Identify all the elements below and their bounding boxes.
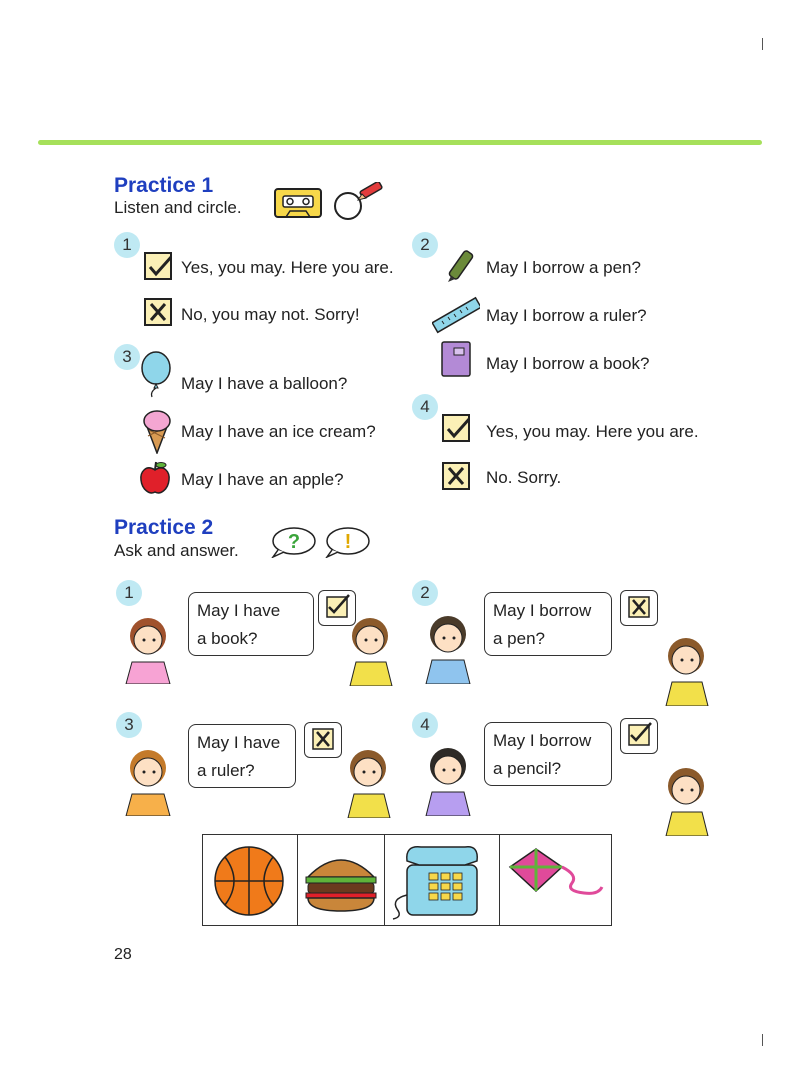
answer-cross-bubble [620,590,658,626]
boy-icon [418,610,484,684]
cross-box-icon [442,462,470,490]
speech-bubble [188,724,296,788]
boy-icon [644,632,714,706]
girl-icon [118,610,184,684]
picture-cell[interactable] [298,835,385,925]
check-box-icon [144,252,172,280]
kite-icon [500,835,612,925]
cassette-icon [274,188,322,218]
girl-icon [118,742,184,816]
bubble-line2: a pen? [493,629,545,648]
practice1-option[interactable]: May I borrow a ruler? [486,306,647,325]
bubble-line1: May I have [197,733,281,752]
bubble-line2: a pencil? [493,759,562,778]
practice1-option[interactable]: No. Sorry. [486,468,562,487]
practice1-number-3: 3 [114,344,140,370]
practice1-title: Practice 1 [114,174,214,197]
bubble-line1: May I borrow [493,601,592,620]
svg-text:?: ? [287,531,301,553]
bubble-line2: a book? [197,629,258,648]
practice2-number-1: 1 [116,580,142,606]
practice1-number-2: 2 [412,232,438,258]
practice2-number-3: 3 [116,712,142,738]
question-bubble-icon [270,526,318,558]
boy-icon [644,762,714,836]
bubble-line2: a ruler? [197,761,255,780]
practice1-option[interactable]: Yes, you may. Here you are. [486,422,699,441]
speech-bubble [188,592,314,656]
telephone-icon [385,835,499,925]
practice1-instruction: Listen and circle. [114,198,242,217]
boy-icon [418,742,484,816]
balloon-icon [138,350,174,398]
circle-pencil-icon [330,182,386,222]
practice1-option[interactable]: May I borrow a book? [486,354,650,373]
ruler-icon [432,296,480,336]
picture-cell[interactable] [385,835,500,925]
answer-check-bubble [620,718,658,754]
bubble-line1: May I borrow [493,731,592,750]
picture-table [202,834,612,926]
practice1-number-4: 4 [412,394,438,420]
decorative-divider [38,140,762,145]
page-number: 28 [114,946,132,963]
ice-cream-icon [140,408,174,454]
boy-icon [326,744,396,818]
practice1-option[interactable]: No, you may not. Sorry! [181,305,360,324]
svg-text:!: ! [344,531,352,553]
speech-bubble [484,592,612,656]
basketball-icon [203,835,297,925]
practice1-option[interactable]: May I borrow a pen? [486,258,641,277]
practice2-instruction: Ask and answer. [114,541,239,560]
crop-mark-bottom [762,1034,763,1046]
crop-mark-top [762,38,763,50]
pen-icon [444,248,478,288]
apple-icon [138,460,172,496]
practice1-number-1: 1 [114,232,140,258]
exclamation-bubble-icon [324,526,372,558]
practice2-title: Practice 2 [114,516,214,539]
cross-box-icon [144,298,172,326]
boy-icon [328,612,398,686]
practice1-option[interactable]: May I have an apple? [181,470,344,489]
check-box-icon [442,414,470,442]
bubble-line1: May I have [197,601,281,620]
practice1-option[interactable]: Yes, you may. Here you are. [181,258,394,277]
practice1-option[interactable]: May I have an ice cream? [181,422,376,441]
book-icon [440,340,474,378]
practice2-number-4: 4 [412,712,438,738]
practice1-option[interactable]: May I have a balloon? [181,374,348,393]
practice2-number-2: 2 [412,580,438,606]
picture-cell[interactable] [500,835,612,925]
hamburger-icon [298,835,384,925]
picture-cell[interactable] [203,835,298,925]
speech-bubble [484,722,612,786]
